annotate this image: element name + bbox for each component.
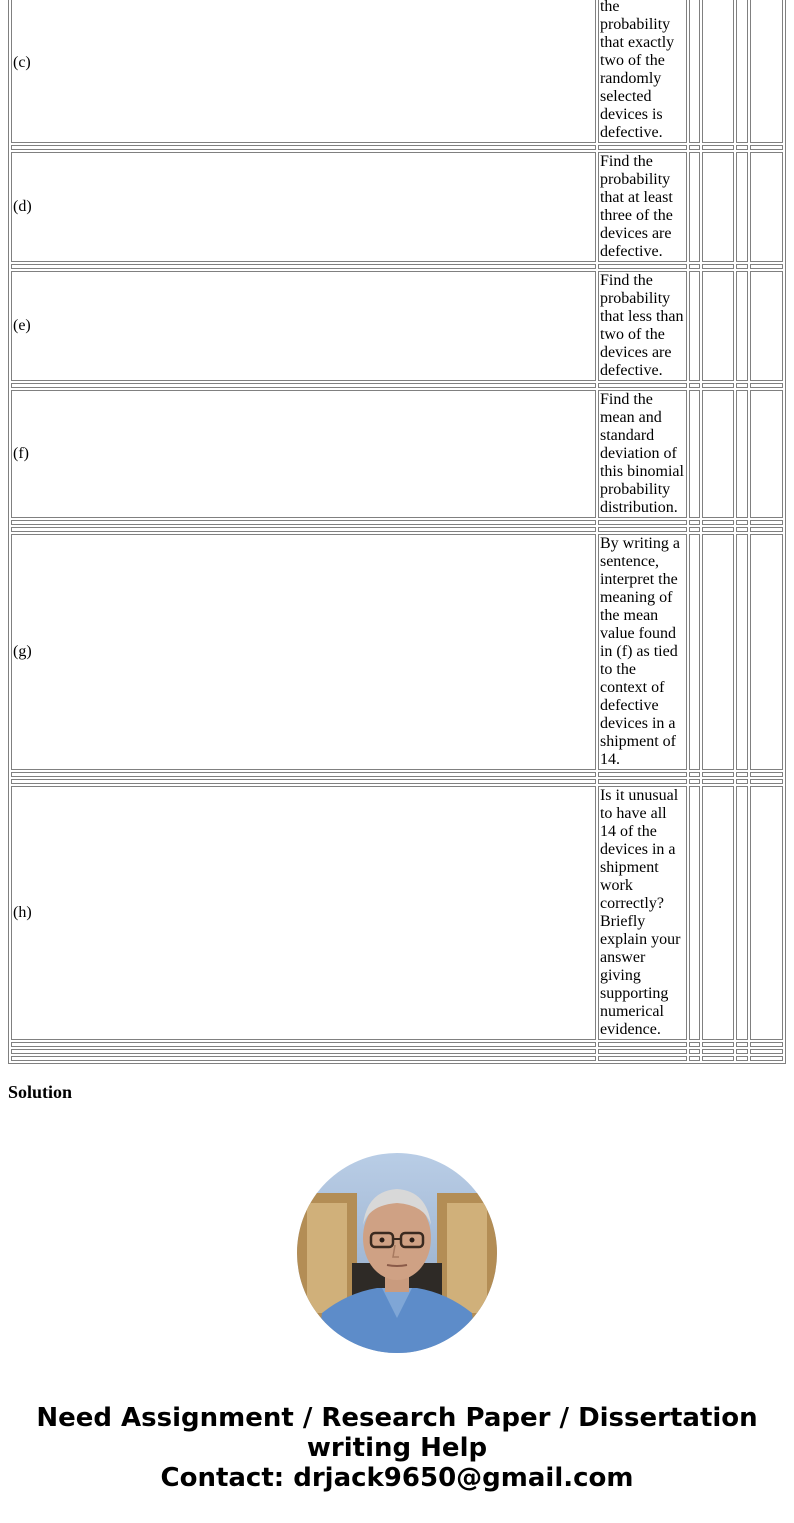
answer-cell xyxy=(689,534,699,770)
answer-cell xyxy=(702,390,735,518)
solution-heading: Solution xyxy=(8,1082,73,1102)
question-label: (e) xyxy=(11,271,596,381)
question-text: By writing a sentence, interpret the meaning of the mean value found in (f) as tied to the context of defective devices in a shipment of 14. xyxy=(598,534,688,770)
answer-cell xyxy=(702,0,735,143)
question-text: Is it unusual to have all 14 of the devices in a shipment work correctly? Briefly explain your answer giving supporting numerical evidence. xyxy=(598,786,688,1040)
answer-cell xyxy=(750,0,783,143)
row-separator xyxy=(11,145,783,150)
answer-cell xyxy=(750,152,783,262)
question-text: Find the probability that less than two of the devices are defective. xyxy=(598,271,688,381)
question-text: the probability that exactly two of the randomly selected devices is defective. xyxy=(598,0,688,143)
answer-cell xyxy=(736,390,748,518)
row-separator xyxy=(11,383,783,388)
question-text: Find the probability that at least three of the devices are defective. xyxy=(598,152,688,262)
question-label: (h) xyxy=(11,786,596,1040)
row-separator xyxy=(11,1056,783,1061)
row-separator xyxy=(11,1042,783,1047)
answer-cell xyxy=(736,786,748,1040)
answer-cell xyxy=(750,786,783,1040)
row-separator xyxy=(11,1049,783,1054)
row-separator xyxy=(11,520,783,525)
row-separator xyxy=(11,772,783,777)
answer-cell xyxy=(702,786,735,1040)
author-avatar xyxy=(297,1153,497,1353)
cta-line-2: writing Help xyxy=(306,1433,488,1463)
answer-cell xyxy=(702,152,735,262)
cta-line-1: Need Assignment / Research Paper / Dissertation xyxy=(36,1403,758,1433)
question-label: (f) xyxy=(11,390,596,518)
contact-banner xyxy=(0,1403,794,1493)
answer-cell xyxy=(689,152,699,262)
answer-cell xyxy=(736,152,748,262)
row-separator xyxy=(11,779,783,784)
row-separator xyxy=(11,527,783,532)
answer-cell xyxy=(689,390,699,518)
question-label: (g) xyxy=(11,534,596,770)
answer-cell xyxy=(702,271,735,381)
question-text: Find the mean and standard deviation of this binomial probability distribution. xyxy=(598,390,688,518)
question-label: (c) xyxy=(11,0,596,143)
answer-cell xyxy=(750,271,783,381)
answer-cell xyxy=(736,534,748,770)
table-row xyxy=(11,390,783,518)
answer-cell xyxy=(750,390,783,518)
table-row xyxy=(11,786,783,1040)
question-label: (d) xyxy=(11,152,596,262)
answer-cell xyxy=(689,0,699,143)
table-row xyxy=(11,534,783,770)
questions-table xyxy=(8,0,786,1064)
answer-cell xyxy=(750,534,783,770)
contact-email[interactable]: Contact: drjack9650@gmail.com xyxy=(160,1463,634,1493)
answer-cell xyxy=(736,0,748,143)
table-row xyxy=(11,271,783,381)
table-row xyxy=(11,0,783,143)
answer-cell xyxy=(736,271,748,381)
answer-cell xyxy=(689,786,699,1040)
table-row xyxy=(11,152,783,262)
answer-cell xyxy=(689,271,699,381)
row-separator xyxy=(11,264,783,269)
answer-cell xyxy=(702,534,735,770)
person-portrait-icon xyxy=(297,1153,497,1353)
